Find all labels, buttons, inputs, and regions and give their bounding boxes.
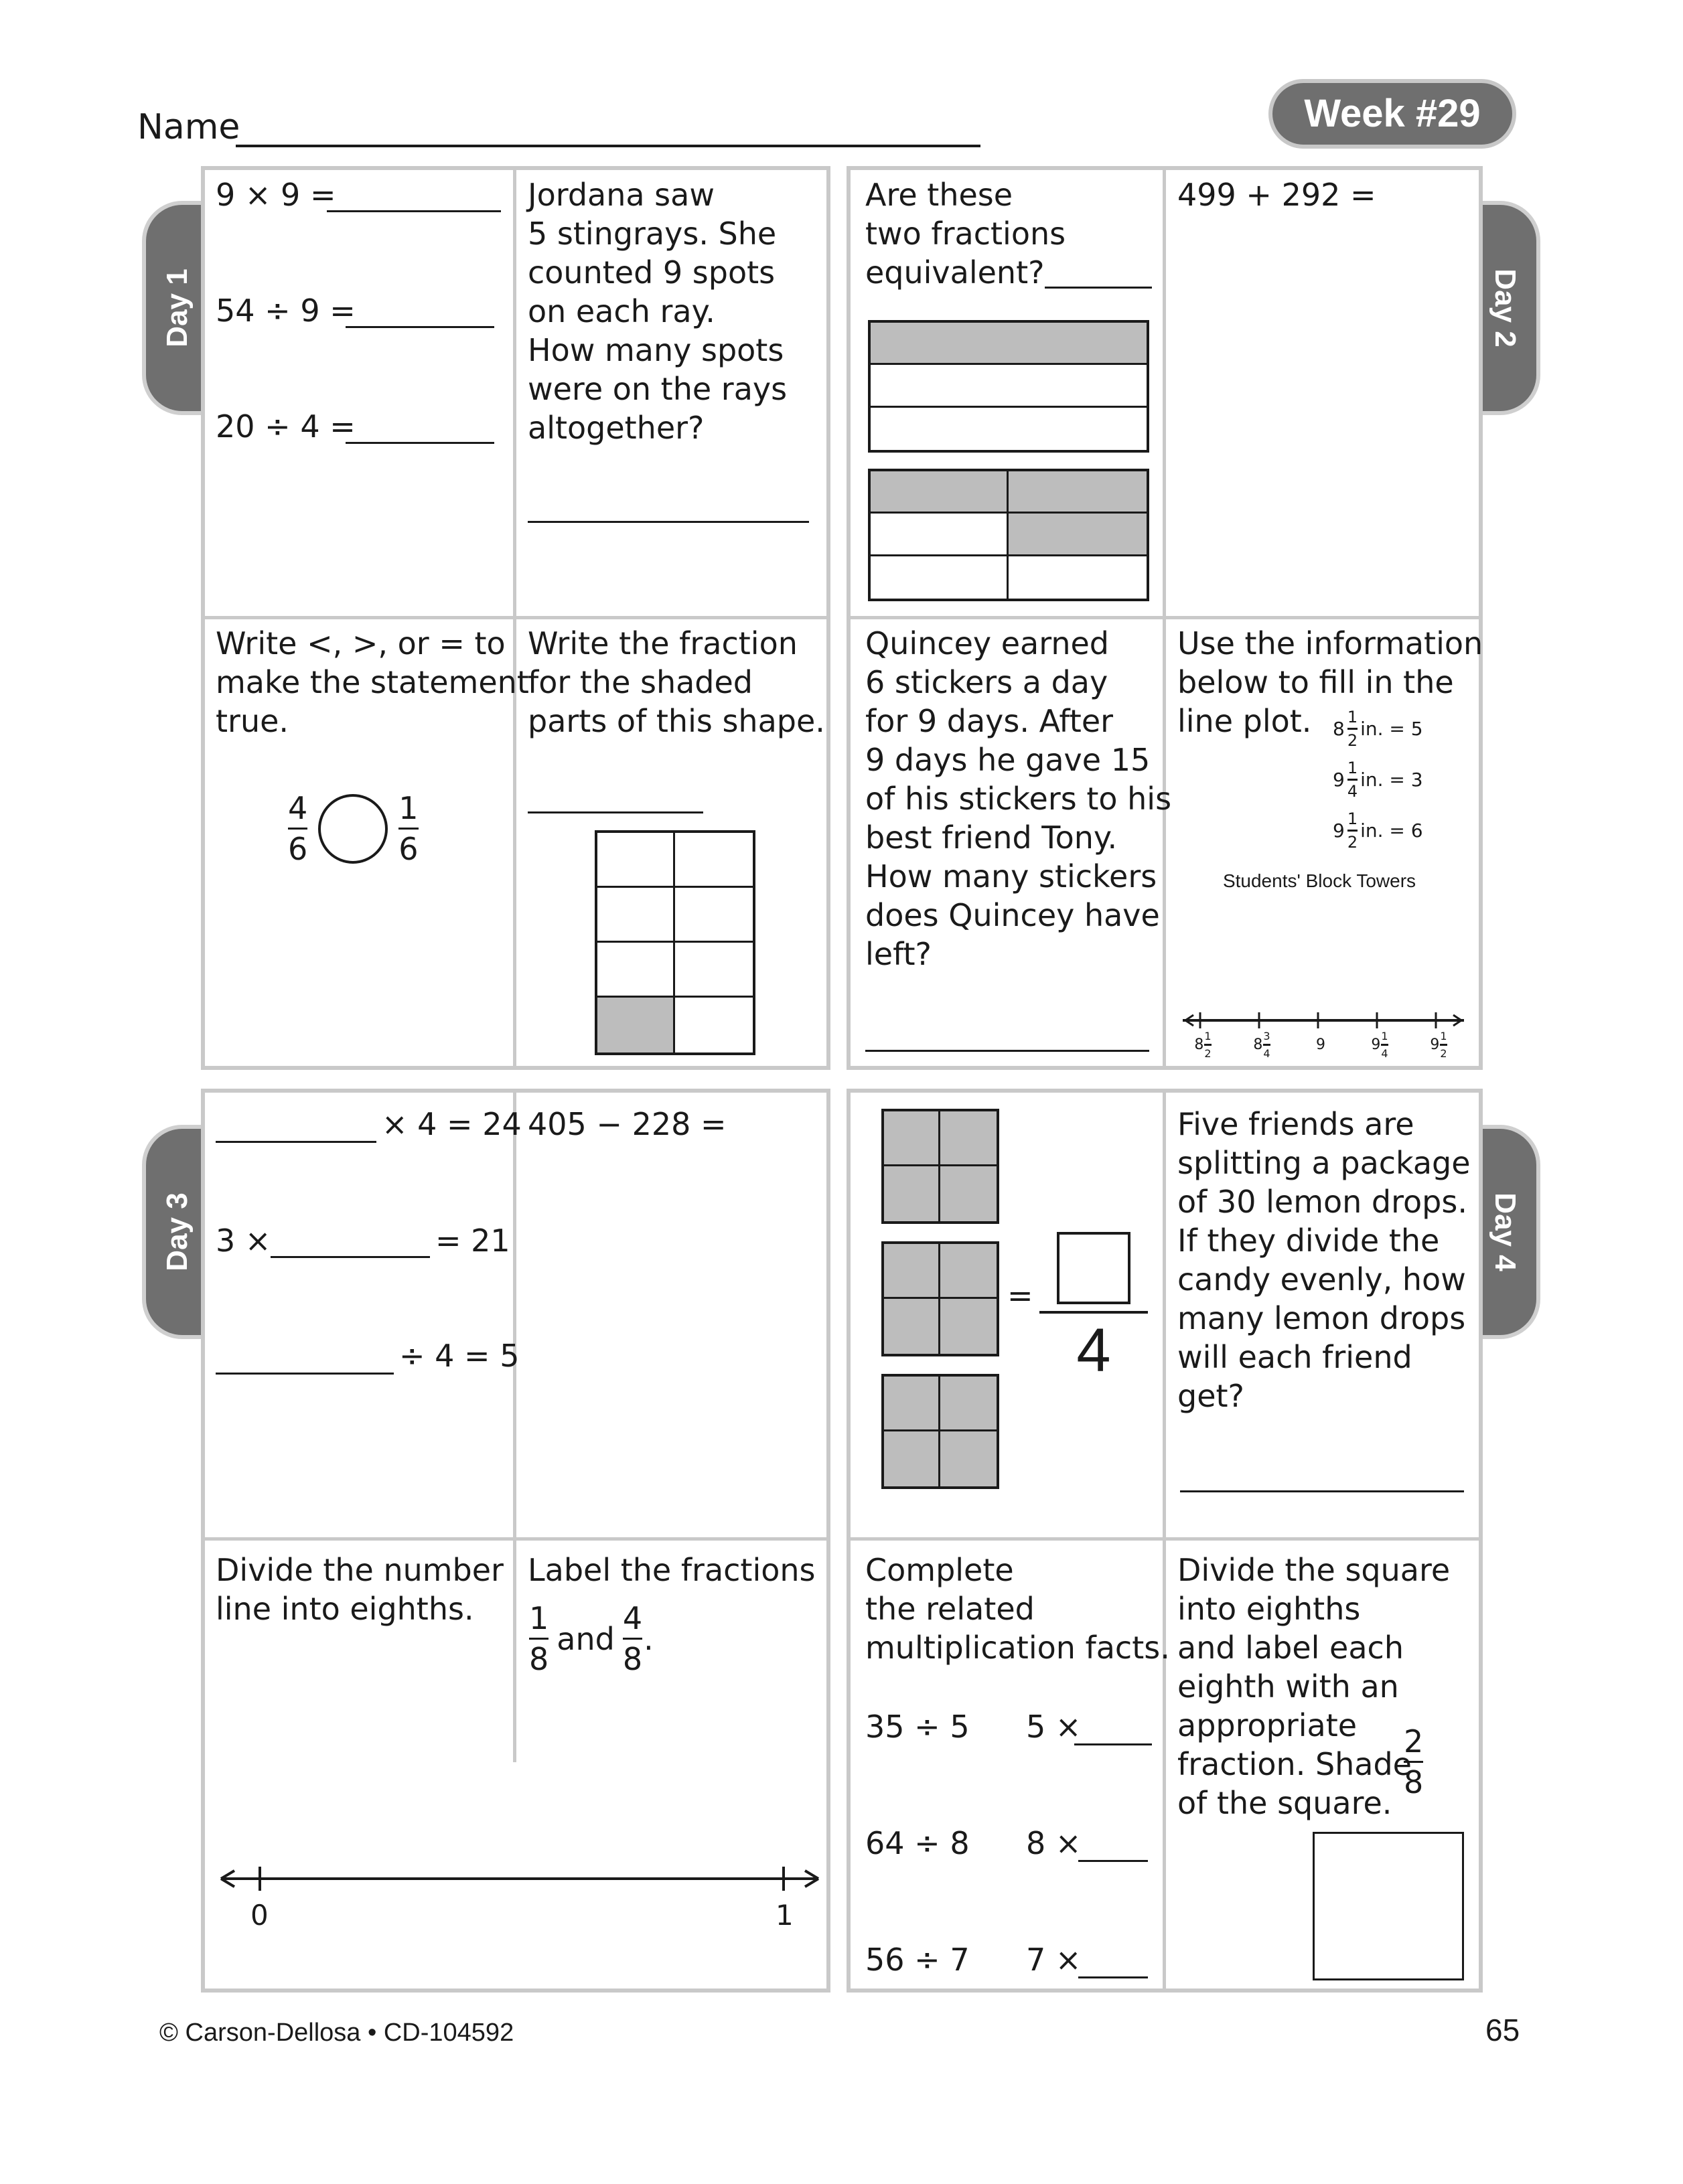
fact-20div4: 20 ÷ 4 = bbox=[216, 408, 356, 445]
fact1-answer-blank[interactable] bbox=[216, 1141, 376, 1143]
lineplot-tick-label: 9 bbox=[1316, 1036, 1325, 1053]
square-fraction-2-8: 2 8 bbox=[1404, 1723, 1424, 1800]
label-fractions-instructions: Label the fractions bbox=[528, 1552, 816, 1588]
related-answer-blank-3[interactable] bbox=[1078, 1976, 1148, 1978]
label-period: . bbox=[644, 1620, 654, 1657]
fact2-answer-blank[interactable] bbox=[271, 1256, 430, 1258]
lemon-answer-blank[interactable] bbox=[1180, 1490, 1464, 1492]
subtraction-problem: 405 − 228 = bbox=[528, 1106, 727, 1142]
numberline-label-0: 0 bbox=[250, 1899, 269, 1932]
label-fraction-4-8: $\frac{4}{8}$ bbox=[622, 1600, 643, 1677]
gray-square-3 bbox=[881, 1374, 999, 1489]
square-instructions: Divide the square into eighths and label each eighth with an appropriate fraction. Shade bbox=[1177, 1552, 1451, 1782]
related-mul-2: 8 × bbox=[1026, 1825, 1082, 1861]
addition-problem: 499 + 292 = bbox=[1177, 177, 1376, 213]
fact-9x9: 9 × 9 = bbox=[216, 177, 336, 213]
lineplot-instructions: Use the information below to fill in the line plot. bbox=[1177, 625, 1483, 739]
related-mul-1: 5 × bbox=[1026, 1709, 1082, 1745]
day4-tab: Day 4 bbox=[1473, 1125, 1540, 1339]
fact-div4-5: ÷ 4 = 5 bbox=[399, 1338, 520, 1374]
shaded-answer-blank[interactable] bbox=[528, 811, 703, 813]
day3-divider-v bbox=[513, 1093, 516, 1762]
lineplot-tick-labels bbox=[1183, 1030, 1477, 1063]
related-answer-blank-2[interactable] bbox=[1078, 1860, 1148, 1862]
lineplot-title: Students' Block Towers bbox=[1222, 870, 1416, 891]
day4-divider-h bbox=[851, 1537, 1479, 1541]
compare-instructions: Write <, >, or = to make the statement true. bbox=[216, 625, 529, 739]
lineplot-tick-label: 8 $\frac{3}{4}$ bbox=[1253, 1030, 1270, 1060]
fact-3x-b: = 21 bbox=[435, 1223, 510, 1259]
fact-3x-a: 3 × bbox=[216, 1223, 271, 1259]
related-mul-3: 7 × bbox=[1026, 1942, 1082, 1978]
day4-divider-v bbox=[1163, 1093, 1166, 1988]
label-fractions-expression bbox=[529, 1600, 654, 1677]
lineplot-data-row: 9 $\frac{1}{4}$ in. = 3 bbox=[1333, 758, 1423, 801]
quincey-problem: Quincey earned 6 stickers a day for 9 days. After 9 days he gave 15 of his stickers to his best friend Tony. How many stickers does Quincey have left? bbox=[865, 625, 1172, 972]
fact3-answer-blank[interactable] bbox=[216, 1373, 394, 1375]
number-line[interactable] bbox=[214, 1859, 830, 1899]
compare-left-fraction: $\frac{4}{6}$ bbox=[288, 790, 308, 867]
shaded-instructions: Write the fraction for the shaded parts of this shape. bbox=[528, 625, 825, 739]
lineplot-data-row: 8 $\frac{1}{2}$ in. = 5 bbox=[1333, 707, 1423, 750]
fact-times4-24: × 4 = 24 bbox=[382, 1106, 522, 1142]
fraction-model-sixths bbox=[868, 469, 1149, 601]
lemon-drops-problem: Five friends are splitting a package of 30 lemon drops. If they divide the candy evenly, how many lemon drops will each friend get? bbox=[1177, 1106, 1471, 1414]
fact-54div9: 54 ÷ 9 = bbox=[216, 293, 356, 329]
equivalent-question: Are these two fractions equivalent? bbox=[865, 177, 1066, 291]
gray-square-2 bbox=[881, 1241, 999, 1356]
lineplot-tick-label: 8 $\frac{1}{2}$ bbox=[1194, 1030, 1212, 1060]
answer-blank-9x9[interactable] bbox=[327, 210, 501, 212]
day1-tab: Day 1 bbox=[142, 201, 209, 415]
stingray-answer-blank[interactable] bbox=[528, 521, 809, 523]
name-label: Name bbox=[137, 107, 240, 147]
stingray-problem: Jordana saw 5 stingrays. She counted 9 spots on each ray. How many spots were on the rays altogether? bbox=[528, 177, 788, 446]
denominator-4: 4 bbox=[1076, 1316, 1111, 1385]
numerator-box[interactable] bbox=[1057, 1232, 1130, 1304]
numberline-instructions: Divide the number line into eighths. bbox=[216, 1552, 504, 1627]
day2-divider-h bbox=[851, 616, 1479, 619]
answer-blank-20div4[interactable] bbox=[346, 442, 494, 444]
label-and-text: and bbox=[557, 1620, 615, 1657]
compare-circle[interactable] bbox=[318, 794, 388, 864]
day3-tab: Day 3 bbox=[142, 1125, 209, 1339]
page-number: 65 bbox=[1485, 2013, 1520, 2047]
square-instructions-end: of the square. bbox=[1177, 1785, 1392, 1821]
day2-tab: Day 2 bbox=[1473, 201, 1540, 415]
answer-blank-54div9[interactable] bbox=[346, 326, 494, 328]
compare-statement bbox=[288, 790, 419, 867]
fraction-model-thirds bbox=[868, 320, 1149, 453]
lineplot-data-row: 9 $\frac{1}{2}$ in. = 6 bbox=[1333, 809, 1423, 852]
day3-divider-h bbox=[205, 1537, 826, 1541]
numberline-label-1: 1 bbox=[776, 1899, 794, 1932]
related-div-1: 35 ÷ 5 bbox=[865, 1709, 970, 1745]
lineplot-data bbox=[1333, 703, 1423, 856]
lineplot-tick-label: 9 $\frac{1}{4}$ bbox=[1371, 1030, 1388, 1060]
related-facts-instructions: Complete the related multiplication facts. bbox=[865, 1552, 1170, 1666]
blank-square[interactable] bbox=[1313, 1832, 1464, 1980]
copyright: © Carson-Dellosa • CD-104592 bbox=[159, 2019, 514, 2047]
related-answer-blank-1[interactable] bbox=[1074, 1743, 1152, 1745]
lineplot-tick-label: 9 $\frac{1}{2}$ bbox=[1430, 1030, 1447, 1060]
name-line[interactable] bbox=[236, 145, 980, 147]
day1-divider-h bbox=[205, 616, 826, 619]
quincey-answer-blank[interactable] bbox=[865, 1050, 1149, 1052]
related-div-3: 56 ÷ 7 bbox=[865, 1942, 970, 1978]
shaded-rectangle bbox=[595, 830, 755, 1055]
equivalent-answer-blank[interactable] bbox=[1045, 287, 1152, 289]
label-fraction-1-8: $\frac{1}{8}$ bbox=[529, 1600, 549, 1677]
compare-right-fraction: $\frac{1}{6}$ bbox=[398, 790, 419, 867]
equals-sign: = bbox=[1007, 1277, 1033, 1314]
gray-square-1 bbox=[881, 1109, 999, 1224]
week-badge: Week #29 bbox=[1268, 79, 1516, 149]
related-div-2: 64 ÷ 8 bbox=[865, 1825, 970, 1861]
